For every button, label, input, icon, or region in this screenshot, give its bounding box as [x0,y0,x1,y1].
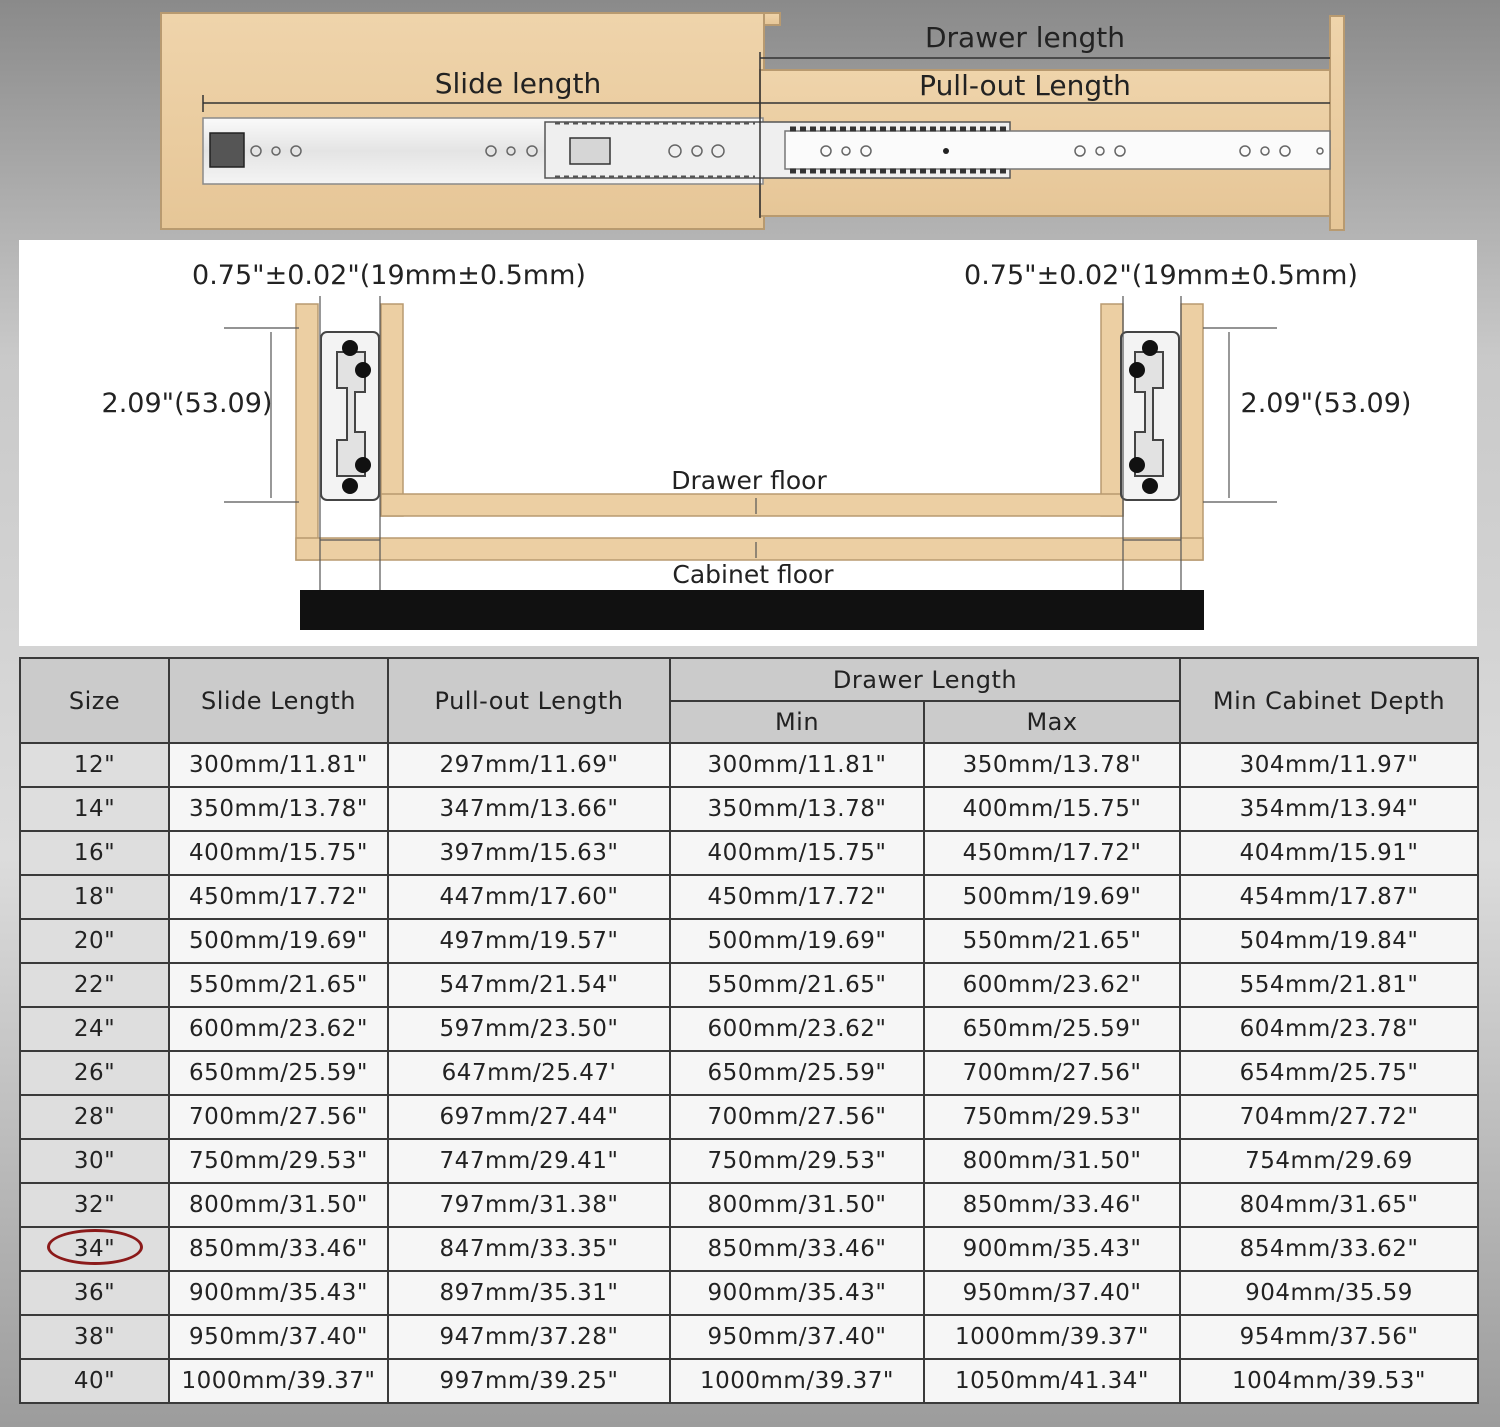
min-cabinet-depth-cell: 854mm/33.62" [1180,1227,1478,1271]
drawer-right-wall [1101,304,1123,516]
size-value: 32" [73,1192,116,1218]
left-thickness-label: 0.75"±0.02"(19mm±0.5mm) [192,260,586,291]
table-row [20,1051,1478,1095]
slide-length-cell: 450mm/17.72" [169,875,388,919]
min-cabinet-depth-cell: 354mm/13.94" [1180,787,1478,831]
min-cabinet-depth-cell: 904mm/35.59 [1180,1271,1478,1315]
table-row [20,1095,1478,1139]
drawer-min-cell: 700mm/27.56" [670,1095,924,1139]
drawer-max-cell: 450mm/17.72" [924,831,1180,875]
header-pullout-length: Pull-out Length [388,658,670,743]
drawer-max-cell: 500mm/19.69" [924,875,1180,919]
table-row [20,919,1478,963]
cabinet-base-bar [300,590,1204,630]
slide-length-cell: 350mm/13.78" [169,787,388,831]
size-cell [20,1227,169,1271]
left-slide-profile [321,332,379,500]
table-row [20,963,1478,1007]
header-size: Size [20,658,169,743]
drawer-min-cell: 650mm/25.59" [670,1051,924,1095]
size-value: 22" [73,972,116,998]
drawer-min-cell: 350mm/13.78" [670,787,924,831]
slide-length-cell: 500mm/19.69" [169,919,388,963]
slide-length-cell: 800mm/31.50" [169,1183,388,1227]
table-row [20,1007,1478,1051]
drawer-min-cell: 450mm/17.72" [670,875,924,919]
min-cabinet-depth-cell: 554mm/21.81" [1180,963,1478,1007]
min-cabinet-depth-cell: 704mm/27.72" [1180,1095,1478,1139]
size-value: 40" [73,1368,116,1394]
min-cabinet-depth-cell: 1004mm/39.53" [1180,1359,1478,1403]
table-row [20,1315,1478,1359]
slide-length-cell: 850mm/33.46" [169,1227,388,1271]
header-drawer-length: Drawer Length [670,658,1180,701]
size-cell [20,831,169,875]
drawer-min-cell: 850mm/33.46" [670,1227,924,1271]
min-cabinet-depth-cell: 654mm/25.75" [1180,1051,1478,1095]
size-cell [20,875,169,919]
min-cabinet-depth-cell: 454mm/17.87" [1180,875,1478,919]
min-cabinet-depth-cell: 604mm/23.78" [1180,1007,1478,1051]
drawer-min-cell: 300mm/11.81" [670,743,924,787]
slide-length-cell: 750mm/29.53" [169,1139,388,1183]
rail-rivet [943,148,949,154]
drawer-min-cell: 600mm/23.62" [670,1007,924,1051]
size-cell [20,1007,169,1051]
pullout-length-label: Pull-out Length [919,69,1131,102]
size-cell [20,1051,169,1095]
front-latch [570,138,610,164]
header-drawer-max: Max [924,701,1180,743]
size-cell [20,743,169,787]
size-value: 24" [73,1016,116,1042]
right-slide-profile [1121,332,1179,500]
min-cabinet-depth-cell: 304mm/11.97" [1180,743,1478,787]
pullout-length-cell: 997mm/39.25" [388,1359,670,1403]
size-cell [20,787,169,831]
size-value: 16" [73,840,116,866]
min-cabinet-depth-cell: 754mm/29.69 [1180,1139,1478,1183]
pullout-length-cell: 797mm/31.38" [388,1183,670,1227]
table-row [20,743,1478,787]
size-value: 20" [73,928,116,954]
top-drawer-diagram [0,0,1500,240]
size-cell [20,919,169,963]
size-value: 12" [73,752,116,778]
drawer-max-cell: 850mm/33.46" [924,1183,1180,1227]
drawer-min-cell: 800mm/31.50" [670,1183,924,1227]
drawer-min-cell: 750mm/29.53" [670,1139,924,1183]
min-cabinet-depth-cell: 504mm/19.84" [1180,919,1478,963]
pullout-length-cell: 947mm/37.28" [388,1315,670,1359]
cabinet-left-wall [296,304,318,560]
rear-bracket [210,133,244,167]
min-cabinet-depth-cell: 954mm/37.56" [1180,1315,1478,1359]
min-cabinet-depth-cell: 804mm/31.65" [1180,1183,1478,1227]
drawer-max-cell: 1050mm/41.34" [924,1359,1180,1403]
size-cell [20,1359,169,1403]
drawer-max-cell: 600mm/23.62" [924,963,1180,1007]
table-row [20,1139,1478,1183]
size-value: 14" [73,796,116,822]
pullout-length-cell: 697mm/27.44" [388,1095,670,1139]
table-row [20,875,1478,919]
size-spec-table [19,657,1479,1404]
drawer-max-cell: 900mm/35.43" [924,1227,1180,1271]
cross-section-diagram [19,240,1477,646]
slide-inner-rail [785,131,1330,169]
table-row [20,787,1478,831]
right-height-label: 2.09"(53.09) [1240,388,1412,419]
header-slide-length: Slide Length [169,658,388,743]
pullout-length-cell: 547mm/21.54" [388,963,670,1007]
slide-length-cell: 550mm/21.65" [169,963,388,1007]
right-thickness-label: 0.75"±0.02"(19mm±0.5mm) [964,260,1358,291]
size-cell [20,963,169,1007]
table-row [20,831,1478,875]
size-cell [20,1183,169,1227]
slide-length-cell: 950mm/37.40" [169,1315,388,1359]
drawer-front-panel [1330,16,1344,230]
drawer-max-cell: 700mm/27.56" [924,1051,1180,1095]
cabinet-top-lip [764,13,780,25]
cabinet-right-wall [1181,304,1203,560]
pullout-length-cell: 647mm/25.47' [388,1051,670,1095]
header-drawer-min: Min [670,701,924,743]
pullout-length-cell: 897mm/35.31" [388,1271,670,1315]
drawer-min-cell: 1000mm/39.37" [670,1359,924,1403]
cabinet-floor-panel [296,538,1203,560]
size-value: 38" [73,1324,116,1350]
slide-length-cell: 650mm/25.59" [169,1051,388,1095]
slide-length-cell: 700mm/27.56" [169,1095,388,1139]
spec-table-body [20,743,1478,1403]
drawer-max-cell: 800mm/31.50" [924,1139,1180,1183]
table-row [20,1359,1478,1403]
left-height-label: 2.09"(53.09) [101,388,273,419]
size-value: 26" [73,1060,116,1086]
drawer-length-label: Drawer length [924,21,1126,54]
table-row [20,1183,1478,1227]
size-value: 18" [73,884,116,910]
drawer-max-cell: 350mm/13.78" [924,743,1180,787]
pullout-length-cell: 297mm/11.69" [388,743,670,787]
pullout-length-cell: 847mm/33.35" [388,1227,670,1271]
drawer-floor-panel [381,494,1123,516]
drawer-max-cell: 650mm/25.59" [924,1007,1180,1051]
pullout-length-cell: 597mm/23.50" [388,1007,670,1051]
size-value: 36" [73,1280,116,1306]
drawer-max-cell: 1000mm/39.37" [924,1315,1180,1359]
drawer-min-cell: 900mm/35.43" [670,1271,924,1315]
slide-length-cell: 600mm/23.62" [169,1007,388,1051]
drawer-min-cell: 950mm/37.40" [670,1315,924,1359]
slide-length-cell: 400mm/15.75" [169,831,388,875]
highlight-circle [47,1229,143,1265]
size-value: 30" [73,1148,116,1174]
pullout-length-cell: 747mm/29.41" [388,1139,670,1183]
slide-length-label: Slide length [434,67,602,100]
header-min-cabinet-depth: Min Cabinet Depth [1180,658,1478,743]
drawer-min-cell: 500mm/19.69" [670,919,924,963]
slide-length-cell: 300mm/11.81" [169,743,388,787]
table-row [20,1227,1478,1271]
table-row [20,1271,1478,1315]
size-value: 34" [73,1236,116,1262]
pullout-length-cell: 497mm/19.57" [388,919,670,963]
size-value: 28" [73,1104,116,1130]
slide-length-cell: 1000mm/39.37" [169,1359,388,1403]
pullout-length-cell: 397mm/15.63" [388,831,670,875]
min-cabinet-depth-cell: 404mm/15.91" [1180,831,1478,875]
drawer-min-cell: 550mm/21.65" [670,963,924,1007]
drawer-max-cell: 400mm/15.75" [924,787,1180,831]
drawer-max-cell: 750mm/29.53" [924,1095,1180,1139]
drawer-min-cell: 400mm/15.75" [670,831,924,875]
drawer-max-cell: 950mm/37.40" [924,1271,1180,1315]
pullout-length-cell: 447mm/17.60" [388,875,670,919]
drawer-left-wall [381,304,403,516]
pullout-length-cell: 347mm/13.66" [388,787,670,831]
size-cell [20,1139,169,1183]
spec-table-container [19,657,1477,1404]
size-cell [20,1271,169,1315]
size-cell [20,1095,169,1139]
slide-length-cell: 900mm/35.43" [169,1271,388,1315]
drawer-floor-label: Drawer floor [671,466,827,495]
size-cell [20,1315,169,1359]
cabinet-floor-label: Cabinet floor [672,560,834,589]
drawer-max-cell: 550mm/21.65" [924,919,1180,963]
